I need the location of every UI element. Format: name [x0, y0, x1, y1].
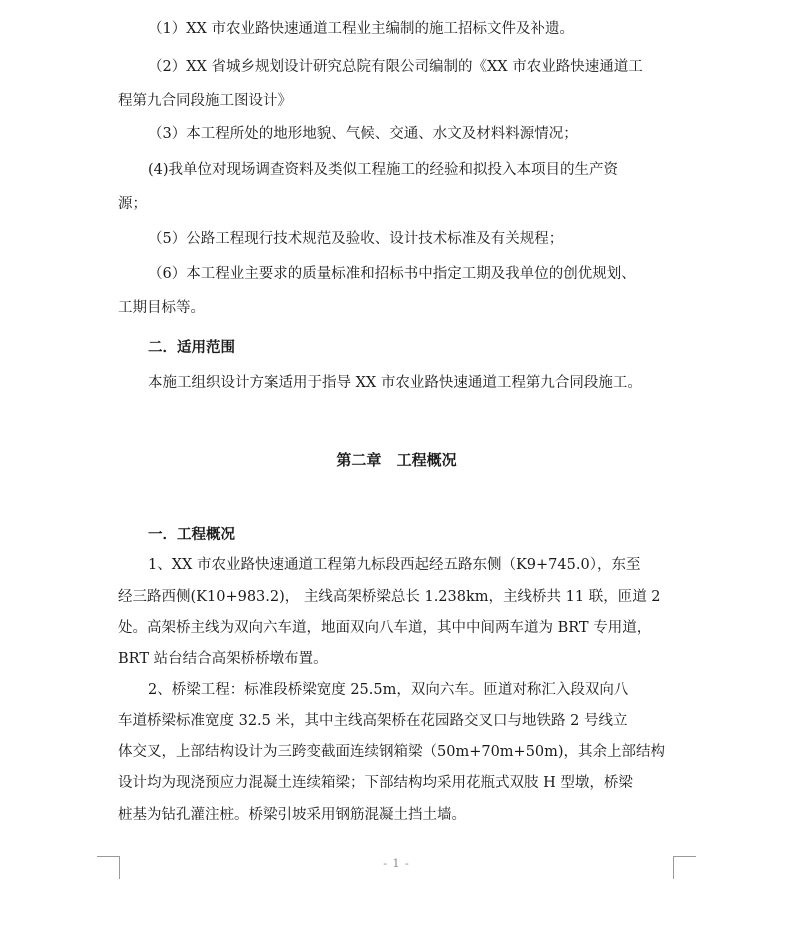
basis-item-2-continued: 程第九合同段施工图设计》 [118, 93, 292, 109]
overview-line-6: 车道桥梁标准宽度 32.5 米，其中主线高架桥在花园路交叉口与地铁路 2 号线立 [118, 713, 628, 729]
basis-item-4-continued: 源； [118, 196, 147, 212]
overview-line-9: 桩基为钻孔灌注桩。桥梁引坡采用钢筋混凝土挡土墙。 [118, 807, 466, 823]
overview-line-2: 经三路西侧(K10+983.2)， 主线高架桥梁总长 1.238km，主线桥共 11 联，匝道 2 [118, 589, 661, 605]
basis-item-3: （3）本工程所处的地形地貌、气候、交通、水文及材料料源情况； [148, 126, 578, 142]
overview-line-8: 设计均为现浇预应力混凝土连续箱梁；下部结构均采用花瓶式双肢 H 型墩，桥梁 [118, 775, 633, 791]
overview-line-7: 体交叉，上部结构设计为三跨变截面连续钢箱梁（50m+70m+50m)，其余上部结构 [118, 744, 666, 760]
scope-heading: 二．适用范围 [148, 340, 235, 356]
overview-line-5: 2、桥梁工程：标准段桥梁宽度 25.5m，双向六车。匝道对称汇入段双向八 [148, 682, 629, 698]
basis-item-2: （2）XX 省城乡规划设计研究总院有限公司编制的《XX 市农业路快速通道工 [148, 59, 643, 75]
basis-item-5: （5）公路工程现行技术规范及验收、设计技术标准及有关规程； [148, 231, 564, 247]
overview-line-4: BRT 站台结合高架桥桥墩布置。 [118, 651, 328, 667]
chapter-title: 第二章 工程概况 [336, 451, 457, 469]
basis-item-4: (4)我单位对现场调查资料及类似工程施工的经验和拟投入本项目的生产资 [148, 162, 619, 178]
overview-line-3: 处。高架桥主线为双向六车道，地面双向八车道，其中中间两车道为 BRT 专用道， [118, 620, 652, 636]
page-number: - 1 - [383, 857, 410, 870]
overview-line-1: 1、XX 市农业路快速通道工程第九标段西起经五路东侧（K9+745.0），东至 [148, 557, 641, 573]
overview-heading: 一．工程概况 [148, 527, 235, 543]
basis-item-1: （1）XX 市农业路快速通道工程业主编制的施工招标文件及补遗。 [148, 21, 574, 37]
basis-item-6-continued: 工期目标等。 [118, 300, 205, 316]
basis-item-6: （6）本工程业主要求的质量标准和招标书中指定工期及我单位的创优规划、 [148, 266, 636, 282]
scope-paragraph: 本施工组织设计方案适用于指导 XX 市农业路快速通道工程第九合同段施工。 [148, 375, 642, 391]
